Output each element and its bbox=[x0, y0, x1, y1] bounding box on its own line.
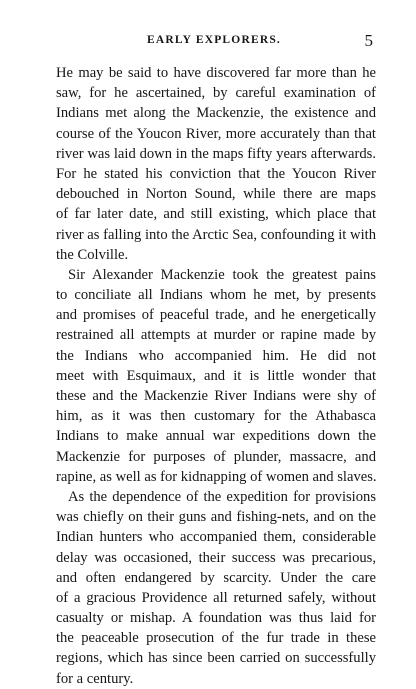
text-line: Indians to make annual war expeditions down the bbox=[56, 428, 376, 445]
page-header bbox=[55, 31, 373, 55]
text-line: course of the Youcon River, more accurately than that bbox=[56, 125, 376, 142]
text-line: Sir Alexander Mackenzie took the greatest pains bbox=[68, 266, 376, 283]
text-line: rapine, as well as for kidnapping of women and slaves. bbox=[56, 468, 377, 485]
text-line: and promises of peaceful trade, and he energetically bbox=[56, 307, 376, 324]
text-line: saw, for he ascertained, by careful examination of bbox=[56, 85, 376, 102]
text-line: river as falling into the Arctic Sea, confounding it with bbox=[56, 226, 376, 243]
text-line: and often endangered by scarcity. Under the care bbox=[56, 569, 376, 586]
text-line: the peaceable prosecution of the fur trade in these bbox=[56, 630, 376, 647]
text-line: Indian hunters who accompanied them, considerable bbox=[56, 529, 376, 546]
text-line: was chiefly on their guns and fishing-nets, and on the bbox=[56, 509, 376, 526]
text-line: regions, which has since been carried on successfully bbox=[56, 650, 376, 667]
page-number: 5 bbox=[364, 31, 373, 50]
text-line: river was laid down in the maps fifty years afterwards. bbox=[56, 145, 376, 162]
text-line: restrained all attempts at murder or rapine made by bbox=[56, 327, 376, 344]
text-line: of far later date, and still existing, which place that bbox=[56, 206, 376, 223]
text-line: meet with Esquimaux, and it is little wonder that bbox=[56, 367, 376, 384]
text-line: As the dependence of the expedition for provisions bbox=[68, 488, 376, 505]
text-line: to conciliate all Indians whom he met, by presents bbox=[56, 287, 376, 304]
text-line: He may be said to have discovered far more than he bbox=[56, 65, 376, 81]
text-line: the Indians who accompanied him. He did not bbox=[56, 347, 376, 364]
text-line: the Colville. bbox=[56, 246, 129, 263]
text-line: delay was occasioned, their success was precarious, bbox=[56, 549, 376, 566]
text-line: these and the Mackenzie River Indians were shy of bbox=[56, 388, 376, 404]
running-head: EARLY EXPLORERS. bbox=[146, 34, 281, 46]
text-line: him, as it was then customary for the Athabasca bbox=[56, 408, 376, 425]
text-line: debouched in Norton Sound, while there are maps bbox=[56, 186, 376, 203]
text-line: For he stated his conviction that the Youcon River bbox=[56, 165, 376, 182]
text-line: Indians met along the Mackenzie, the existence and bbox=[56, 105, 376, 122]
body-text bbox=[56, 63, 376, 689]
text-line: casualty or mishap. A foundation was thus laid for bbox=[56, 610, 376, 627]
text-line: for a century. bbox=[56, 670, 134, 687]
text-line: of a gracious Providence all returned safely, without bbox=[56, 589, 376, 606]
text-line: Mackenzie for purposes of plunder, massacre, and bbox=[56, 448, 376, 465]
